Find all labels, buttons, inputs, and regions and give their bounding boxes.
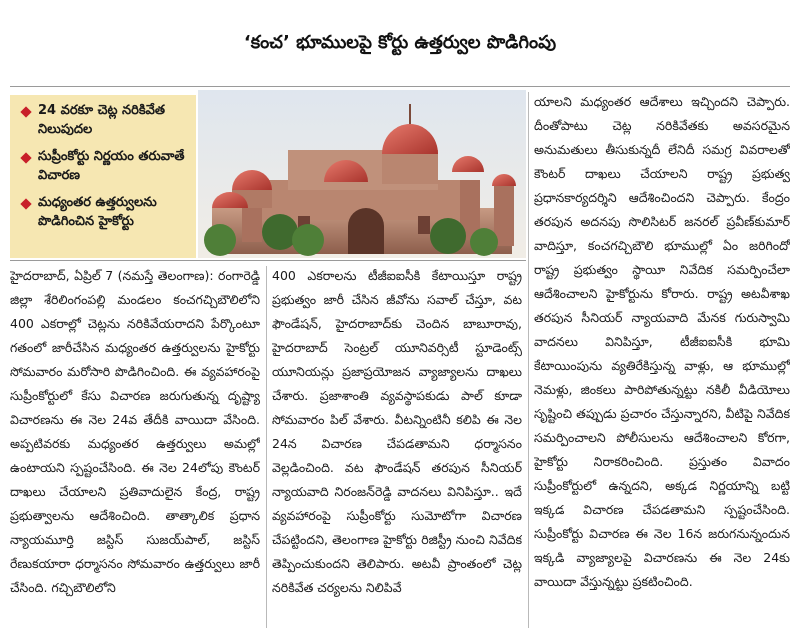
column-divider [528,92,529,628]
high-court-photo [198,90,526,258]
highlight-item [20,101,190,139]
bullet-icon [20,152,31,163]
column-divider [266,266,267,628]
highlight-item [20,193,190,231]
highlight-item [20,147,190,185]
article-column-3: యాలని మధ్యంతర ఆదేశాలు ఇచ్చిందని చెప్పారు. దీంతోపాటు చెట్ల నరికివేతకు అవసరమైన అనుమతులు తీసుకున్నదీ లేనిదీ సమగ్ర వివరాలతో కౌంటర్‌ దాఖలు చేయాలని రాష్ట్ర ప్రభుత్వ ప్రధానకార్యదర్శిని ఆదేశించిందని చెప్పారు. కేంద్రం తరపున అదనపు సొలిసిటర్‌ జనరల్‌ ప్రవీణ్‌కుమార్‌ వాదిస్తూ, కంచగచ్చిబౌలి భూముల్లో ఏం జరిగిందో రాష్ట్ర ప్రభుత్వం స్థాయీ నివేదిక సమర్పించేలా ఆదేశించాలని హైకోర్టును కోరారు. రాష్ట్ర అటవీశాఖ తరపున సీనియర్‌ న్యాయవాది మేనక గురుస్వామి వాదనలు వినిపిస్తూ, టీజీఐఐసీకి భూమి కేటాయింపును వ్యతిరేకిస్తున్న వాళ్లు, ఆ భూముల్లో నెమళ్లు, జింకలు పారిపోతున్నట్టు నకిలీ వీడియోలు సృష్టించి తప్పుడు ప్రచారం చేస్తున్నారని, వీటిపై నివేదిక సమర్పించాలని పోలీసులను ఆదేశించాలని కోరగా, హైకోర్టు నిరాకరించింది. ప్రస్తుతం వివాదం సుప్రీంకోర్టులో ఉన్నదని, అక్కడ నిర్ణయాన్ని బట్టి ఇక్కడ విచారణ చేపడతామని స్పష్టంచేసింది. సుప్రీంకోర్టు విచారణ ఈ నెల 16న జరుగనున్నందున ఇక్కడి వ్యాజ్యాలపై విచారణను ఈ నెల 24కు వాయిదా వేస్తున్నట్టు ప్రకటించింది. [534,94,790,589]
photo-rule [10,260,526,261]
bullet-icon [20,198,31,209]
bullet-icon [20,106,31,117]
highlights-box [10,95,196,258]
headline-rule [10,86,790,87]
highlight-text: మధ్యంతర ఉత్తర్వులను పొడిగించిన హైకోర్టు [38,195,157,229]
highlight-text: 24 వరకూ చెట్ల నరికివేత నిలుపుదల [38,103,165,137]
article-column-2: 400 ఎకరాలను టీజీఐఐసీకి కేటాయిస్తూ రాష్ట్ర ప్రభుత్వం జారీ చేసిన జీవోను సవాల్‌ చేస్తూ, వట ఫౌండేషన్‌, హైదరాబాద్‌కు చెందిన బాబూరావు, హైదరాబాద్‌ సెంట్రల్‌ యూనివర్సిటీ స్టూడెంట్స్‌ యూనియన్లు ప్రజాప్రయోజన వ్యాజ్యాలను దాఖలు చేశారు. ప్రజాశాంతి వ్యవస్థాపకుడు పాల్‌ కూడా సోమవారం పిల్‌ వేశారు. వీటన్నింటినీ కలిపి ఈ నెల 24న విచారణ చేపడతామని ధర్మాసనం వెల్లడించింది. వట ఫౌండేషన్‌ తరపున సీనియర్‌ న్యాయవాది నిరంజన్‌రెడ్డి వాదనలు వినిపిస్తూ.. ఇదే వ్యవహారంపై సుప్రీంకోర్టు సుమోటోగా విచారణ చేపట్టిందని, తెలంగాణ హైకోర్టు రిజిస్ట్రీ నుంచి నివేదిక తెప్పించుకుందని తెలిపారు. అటవీ ప్రాంతంలో చెట్ల నరికివేత చర్యలను నిలిపివే [272,268,522,595]
highlight-text: సుప్రీంకోర్టు నిర్ణయం తరువాతే విచారణ [38,149,185,183]
headline: ‘కంచ’ భూములపై కోర్టు ఉత్తర్వుల పొడిగింపు [243,31,557,53]
high-court-illustration [198,90,526,258]
article-column-1: హైదరాబాద్‌, ఏప్రిల్‌ 7 (నమస్తే తెలంగాణ): రంగారెడ్డి జిల్లా శేరిలింగంపల్లి మండలం కంచగచ్చిబౌలిలోని 400 ఎకరాల్లో చెట్లను నరికివేయరాదని పేర్కొంటూ గతంలో జారీచేసిన మధ్యంతర ఉత్తర్వులను హైకోర్టు సోమవారం మరోసారి పొడిగించింది. ఈ వ్యవహారంపై సుప్రీంకోర్టులో కేసు విచారణ జరుగుతున్న దృష్ట్యా విచారణను ఈ నెల 24వ తేదీకి వాయిదా వేసింది. అప్పటివరకు మధ్యంతర ఉత్తర్వులు అమల్లో ఉంటాయని స్పష్టంచేసింది. ఈ నెల 24లోపు కౌంటర్‌ దాఖలు చేయాలని ప్రతివాదులైన కేంద్ర, రాష్ట్ర ప్రభుత్వాలను ఆదేశించింది. తాత్కాలిక ప్రధాన న్యాయమూర్తి జస్టిస్‌ సుజయ్‌పాల్‌, జస్టిస్‌ రేణుకయారా ధర్మాసనం సోమవారం ఉత్తర్వులు జారీ చేసింది. గచ్చిబౌలిలోని [10,268,260,595]
